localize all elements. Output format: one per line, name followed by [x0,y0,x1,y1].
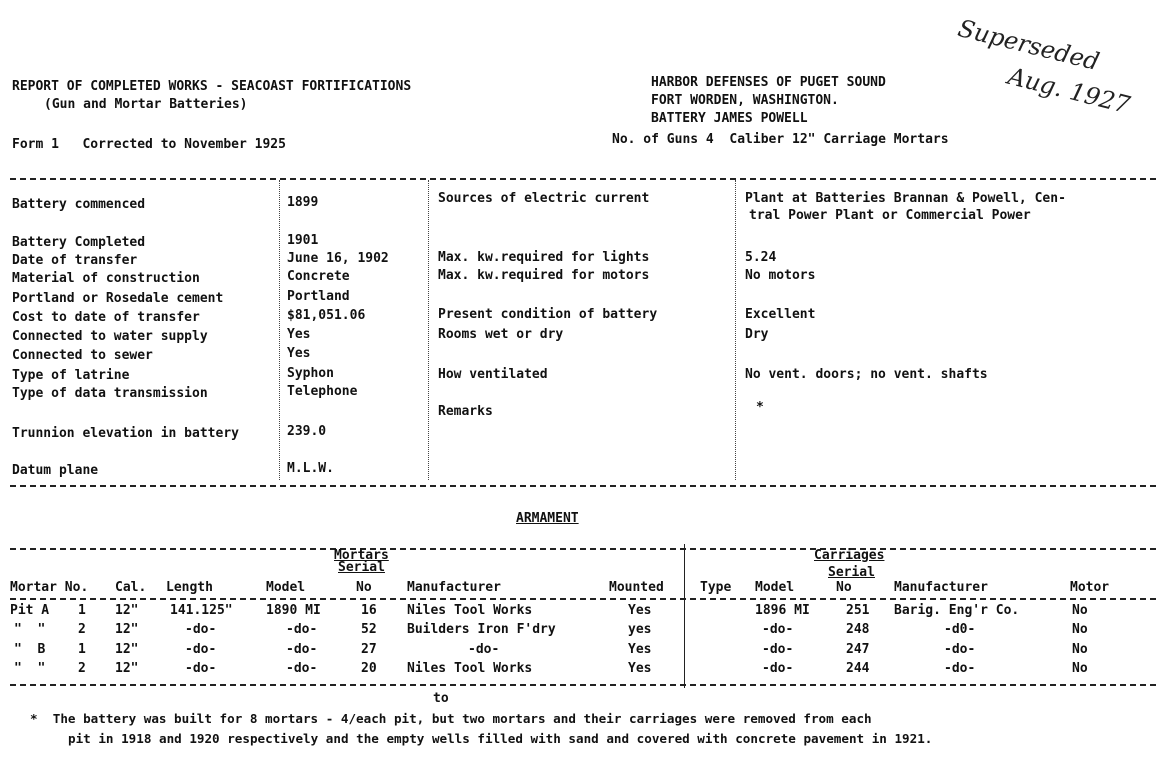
table-cell-mounted: Yes [628,642,652,657]
info-left-label: Material of construction [12,271,200,286]
info-left-value: 1899 [287,195,319,210]
table-cell-carriage-model: -do- [762,622,794,637]
table-cell-length: -do- [185,661,217,676]
armament-top-divider [10,548,1156,550]
table-cell-no: 1 [78,642,86,657]
info-right-value: * [756,400,764,415]
info-left-value: 1901 [287,233,319,248]
table-cell-manufacturer: -do- [468,642,500,657]
table-cell-cal: 12" [115,642,139,657]
col-header-model: Model [266,580,306,595]
info-left-label: Connected to water supply [12,329,208,344]
mortars-group-header: Mortars [334,548,389,563]
table-cell-motor: No [1072,642,1088,657]
table-cell-model: -do- [286,661,318,676]
table-cell-cal: 12" [115,603,139,618]
info-right-value: tral Power Plant or Commercial Power [749,208,1031,223]
table-cell-carriage-manufacturer: Barig. Eng'r Co. [894,603,1020,618]
info-left-value: Yes [287,346,311,361]
footnote-line1: * The battery was built for 8 mortars - 4/each pit, but two mortars and their carriages were removed from each [30,711,872,726]
table-cell-model: 1890 MI [266,603,321,618]
info-left-label: Portland or Rosedale cement [12,291,224,306]
table-cell-carriage-manufacturer: -do- [944,661,976,676]
harbor-defenses: HARBOR DEFENSES OF PUGET SOUND [651,75,886,90]
table-cell-mounted: Yes [628,603,652,618]
info-left-label: Type of data transmission [12,386,208,401]
info-left-value: 239.0 [287,424,327,439]
col-header-carriage-no: No [836,580,852,595]
info-left-value: Concrete [287,269,350,284]
info-left-label: Battery commenced [12,197,146,212]
table-cell-carriage-serial: 248 [846,622,870,637]
carriages-group-header: Carriages [814,548,885,563]
info-left-value-divider [279,180,280,480]
info-right-value-divider [735,180,736,480]
mortars-serial-header: Serial [338,560,385,575]
table-cell-mounted: yes [628,622,652,637]
handwritten-annotation-line2: Aug. 1927 [1005,62,1133,120]
table-cell-mounted: Yes [628,661,652,676]
info-right-value: 5.24 [745,250,777,265]
report-title: REPORT OF COMPLETED WORKS - SEACOAST FORTIFICATIONS [12,79,412,94]
footnote-insert: to [433,691,449,706]
battery-name: BATTERY JAMES POWELL [651,111,808,126]
table-cell-carriage-model: 1896 MI [755,603,810,618]
table-cell-serial: 16 [361,603,377,618]
fort-name: FORT WORDEN, WASHINGTON. [651,93,839,108]
table-cell-length: -do- [185,642,217,657]
carriages-serial-header: Serial [828,565,875,580]
info-right-value: Excellent [745,307,816,322]
armament-bottom-divider [10,684,1156,686]
info-left-value: M.L.W. [287,461,334,476]
info-left-label: Type of latrine [12,368,130,383]
info-right-label: Present condition of battery [438,307,658,322]
table-cell-serial: 27 [361,642,377,657]
report-subtitle: (Gun and Mortar Batteries) [44,97,248,112]
footnote-line2: pit in 1918 and 1920 respectively and the empty wells filled with sand and covered with concrete pavement in 1921. [68,731,933,746]
info-column-divider [428,180,429,480]
armament-header-divider [10,598,1156,600]
col-header-length: Length [166,580,213,595]
info-right-value: No motors [745,268,816,283]
col-header-type: Type [700,580,732,595]
info-left-label: Connected to sewer [12,348,153,363]
table-cell-manufacturer: Niles Tool Works [407,603,533,618]
table-cell-cal: 12" [115,661,139,676]
table-cell-serial: 20 [361,661,377,676]
info-left-value: Portland [287,289,350,304]
table-cell-serial: 52 [361,622,377,637]
info-right-value: Plant at Batteries Brannan & Powell, Cen- [745,191,1066,206]
info-right-label: Max. kw.required for motors [438,268,650,283]
col-header-cal: Cal. [115,580,147,595]
info-right-value: Dry [745,327,769,342]
table-cell-length: 141.125" [170,603,233,618]
table-cell-carriage-serial: 244 [846,661,870,676]
mortars-carriages-divider [684,544,685,688]
info-right-label: Rooms wet or dry [438,327,564,342]
table-cell-model: -do- [286,622,318,637]
info-top-divider [10,178,1156,180]
col-header-mortar-no: Mortar No. [10,580,89,595]
col-header-no: No [356,580,372,595]
col-header-motor: Motor [1070,580,1110,595]
table-cell-manufacturer: Builders Iron F'dry [407,622,556,637]
armament-title: ARMAMENT [516,511,579,526]
col-header-carriage-model: Model [755,580,795,595]
table-cell-no: 2 [78,661,86,676]
table-cell-cal: 12" [115,622,139,637]
col-header-carriage-manufacturer: Manufacturer [894,580,988,595]
table-cell-carriage-model: -do- [762,661,794,676]
info-left-value: June 16, 1902 [287,251,389,266]
handwritten-annotation-line1: Superseded [955,14,1103,77]
table-cell-motor: No [1072,603,1088,618]
info-left-label: Date of transfer [12,253,138,268]
table-cell-carriage-manufacturer: -d0- [944,622,976,637]
info-right-label: How ventilated [438,367,548,382]
info-left-value: Syphon [287,366,334,381]
table-cell-motor: No [1072,622,1088,637]
info-left-label: Cost to date of transfer [12,310,200,325]
col-header-mounted: Mounted [609,580,664,595]
info-left-value: Yes [287,327,311,342]
guns-caliber: No. of Guns 4 Caliber 12" Carriage Mortars [612,132,949,147]
form-line: Form 1 Corrected to November 1925 [12,137,286,152]
table-cell-pit: " B [14,642,46,657]
info-bottom-divider [10,485,1156,487]
table-cell-carriage-model: -do- [762,642,794,657]
table-cell-no: 1 [78,603,86,618]
info-right-value: No vent. doors; no vent. shafts [745,367,988,382]
table-cell-motor: No [1072,661,1088,676]
info-left-value: $81,051.06 [287,308,366,323]
info-right-label: Sources of electric current [438,191,650,206]
table-cell-model: -do- [286,642,318,657]
table-cell-carriage-serial: 247 [846,642,870,657]
info-left-label: Battery Completed [12,235,146,250]
info-right-label: Remarks [438,404,493,419]
table-cell-pit: " " [14,622,46,637]
info-left-label: Trunnion elevation in battery [12,426,239,441]
table-cell-carriage-manufacturer: -do- [944,642,976,657]
col-header-manufacturer: Manufacturer [407,580,501,595]
info-right-label: Max. kw.required for lights [438,250,650,265]
table-cell-pit: " " [14,661,46,676]
table-cell-pit: Pit A [10,603,50,618]
table-cell-manufacturer: Niles Tool Works [407,661,533,676]
info-left-value: Telephone [287,384,358,399]
info-left-label: Datum plane [12,463,99,478]
table-cell-carriage-serial: 251 [846,603,870,618]
table-cell-no: 2 [78,622,86,637]
table-cell-length: -do- [185,622,217,637]
